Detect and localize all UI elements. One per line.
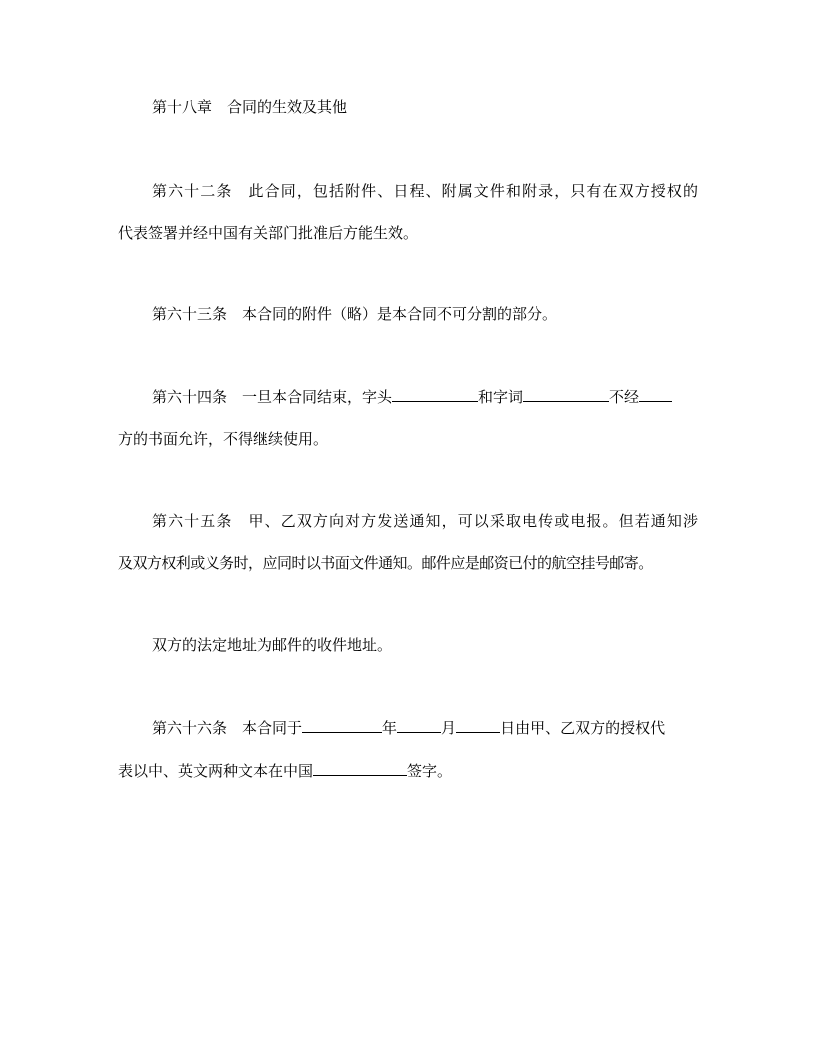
article-64-line-1 xyxy=(152,386,698,408)
article-64-text-3: 不经 xyxy=(609,388,640,406)
article-66-text-5: 表以中、英文两种文本在中国 xyxy=(118,762,314,780)
article-66-text-3: 月 xyxy=(441,719,457,737)
article-65-text-2: 及双方权利或义务时，应同时以书面文件通知。邮件应是邮资已付的航空挂号邮寄。 xyxy=(118,554,653,572)
article-65-line-3 xyxy=(152,634,698,656)
article-64-line-2 xyxy=(118,428,698,450)
article-66-text-4: 日由甲、乙双方的授权代 xyxy=(500,719,666,737)
article-65-line-2 xyxy=(118,552,698,574)
article-65-line-1 xyxy=(152,510,698,532)
chapter-label: 第十八章 xyxy=(152,98,213,116)
blank-field-year xyxy=(302,717,382,733)
article-66-line-1 xyxy=(152,717,698,739)
article-65-text-3: 双方的法定地址为邮件的收件地址。 xyxy=(152,636,393,654)
article-62-line-1 xyxy=(152,180,698,202)
article-62-line-2 xyxy=(118,222,698,244)
article-65-text-1: 甲、乙双方向对方发送通知，可以采取电传或电报。但若通知涉 xyxy=(247,512,698,530)
chapter-heading xyxy=(152,96,698,118)
article-65-label: 第六十五条 xyxy=(152,512,233,530)
article-62-text-2: 代表签署并经中国有关部门批准后方能生效。 xyxy=(118,224,419,242)
article-66-line-2 xyxy=(118,760,698,782)
article-66-text-6: 签字。 xyxy=(407,762,453,780)
blank-field-day xyxy=(456,717,500,733)
article-64-label: 第六十四条 xyxy=(152,388,228,406)
blank-field-month xyxy=(397,717,441,733)
article-66-text-2: 年 xyxy=(382,719,398,737)
blank-field-party xyxy=(639,386,672,402)
article-63-label: 第六十三条 xyxy=(152,305,228,323)
blank-field-prefix xyxy=(392,386,478,402)
blank-field-place xyxy=(313,760,407,776)
article-62-label: 第六十二条 xyxy=(152,182,233,200)
article-64-text-2: 和字词 xyxy=(478,388,524,406)
article-62-text-1: 此合同，包括附件、日程、附属文件和附录，只有在双方授权的 xyxy=(247,182,698,200)
article-64-text-1: 一旦本合同结束，字头 xyxy=(242,388,393,406)
article-64-text-4: 方的书面允许，不得继续使用。 xyxy=(118,430,329,448)
article-66-text-1: 本合同于 xyxy=(242,719,303,737)
chapter-title: 合同的生效及其他 xyxy=(227,98,348,116)
article-63-text: 本合同的附件（略）是本合同不可分割的部分。 xyxy=(242,305,558,323)
article-63 xyxy=(152,303,698,325)
article-66-label: 第六十六条 xyxy=(152,719,228,737)
blank-field-words xyxy=(523,386,609,402)
